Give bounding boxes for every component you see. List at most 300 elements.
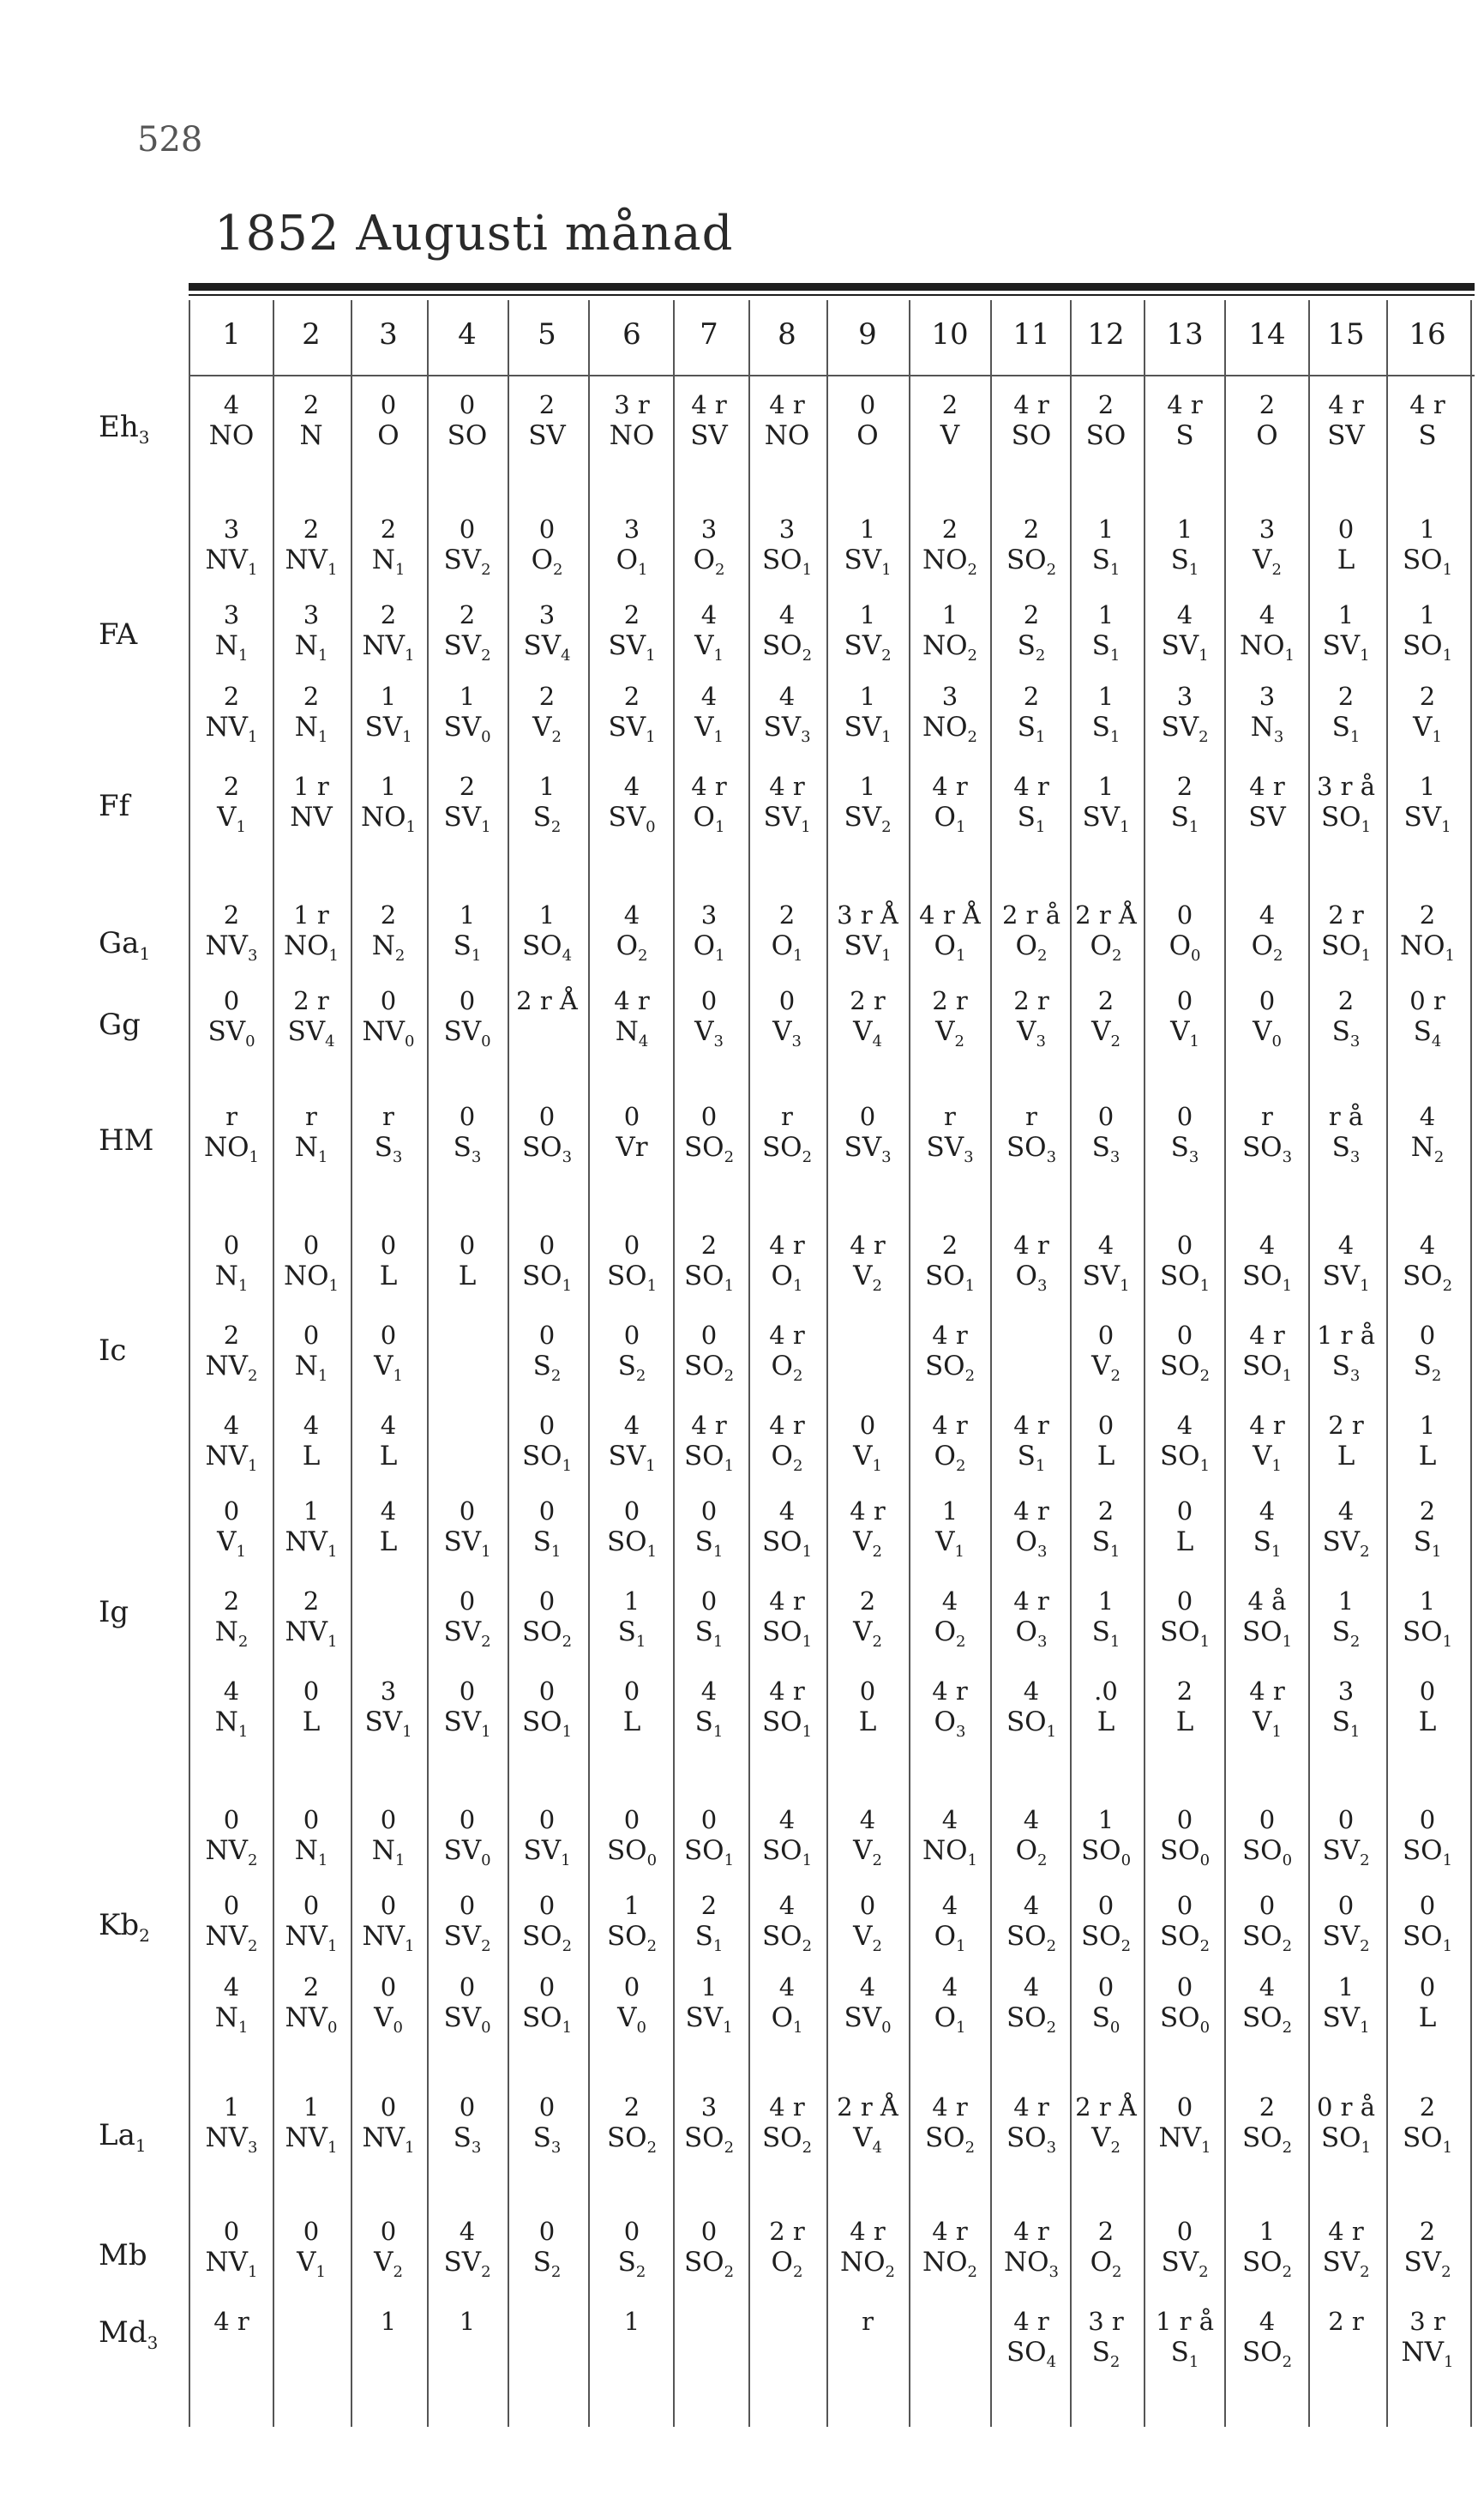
- cloud-value: 2: [1097, 1496, 1115, 1526]
- wind-value: $SO_1$: [1402, 1616, 1453, 1651]
- wind-value: $SO_3$: [1241, 1131, 1293, 1166]
- cloud-value: 2: [459, 772, 476, 801]
- observation-cell: [459, 1231, 477, 1292]
- wind-value: $V_2$: [853, 1616, 882, 1651]
- observation-cell: [363, 1891, 415, 1956]
- observation-cell: [765, 390, 810, 452]
- cloud-value: 0: [1097, 1411, 1115, 1440]
- wind-value: $S_1$: [1170, 544, 1199, 579]
- cloud-value: .0: [1094, 1676, 1118, 1706]
- cloud-value: 0: [459, 1676, 476, 1706]
- wind-value: $V_0$: [374, 2001, 403, 2037]
- cloud-value: 4 r: [769, 1321, 805, 1350]
- observation-cell: [1013, 772, 1049, 837]
- cloud-value: 1: [459, 900, 476, 930]
- cloud-value: 4 r: [850, 2217, 886, 2246]
- cloud-value: 0: [223, 1231, 240, 1260]
- wind-value: $NO_2$: [922, 711, 977, 746]
- observation-cell: [925, 2092, 975, 2158]
- observation-cell: [443, 682, 490, 747]
- observation-cell: [1176, 1676, 1194, 1738]
- observation-cell: [443, 1972, 490, 2037]
- observation-cell: [533, 2092, 562, 2158]
- observation-cell: [1403, 1586, 1452, 1652]
- column-divider: [673, 300, 675, 2427]
- cloud-value: 2: [700, 1891, 718, 1920]
- observation-cell: [684, 1321, 734, 1386]
- cloud-value: 4 r: [850, 1231, 886, 1260]
- wind-value: $O_3$: [1015, 1260, 1048, 1295]
- wind-value: $SV_3$: [926, 1131, 974, 1166]
- cloud-value: 1: [1259, 2217, 1276, 2246]
- cloud-value: 4: [941, 1891, 958, 1920]
- wind-value: $SV_2$: [443, 629, 491, 665]
- observation-cell: [285, 2092, 338, 2158]
- cloud-value: 1: [700, 1972, 718, 2001]
- cloud-value: 4: [1259, 600, 1276, 629]
- cloud-value: 0: [859, 390, 876, 419]
- observation-cell: [684, 1805, 734, 1870]
- observation-cell: [772, 986, 802, 1051]
- wind-value: $SV_1$: [1082, 801, 1130, 836]
- observation-cell: [616, 900, 648, 966]
- observation-cell: [607, 1231, 657, 1296]
- observation-cell: [375, 1102, 403, 1167]
- wind-value: $V_2$: [853, 1260, 882, 1295]
- observation-cell: [1248, 772, 1286, 834]
- cloud-value: 2: [223, 1321, 240, 1350]
- wind-value: L: [379, 1260, 398, 1291]
- wind-value: $SO_3$: [1006, 1131, 1057, 1166]
- cloud-value: 0: [459, 986, 476, 1015]
- wind-value: [381, 2337, 396, 2369]
- observation-cell: [762, 1676, 812, 1742]
- cloud-value: 4: [1419, 1231, 1436, 1260]
- top-rule: [189, 283, 1475, 291]
- wind-value: $S_1$: [694, 1616, 724, 1651]
- wind-value: $S_1$: [1331, 1706, 1361, 1741]
- cloud-value: 2: [1419, 900, 1436, 930]
- cloud-value: 0: [1419, 1321, 1436, 1350]
- wind-value: $V_1$: [853, 1440, 882, 1475]
- cloud-value: 0: [538, 1231, 556, 1260]
- observation-cell: [1403, 1805, 1452, 1870]
- observation-cell: [1092, 1586, 1121, 1652]
- cloud-value: 1: [1337, 1586, 1355, 1616]
- wind-value: $SV_2$: [443, 2246, 491, 2281]
- wind-value: L: [622, 1706, 641, 1737]
- observation-cell: [1242, 1805, 1292, 1870]
- cloud-value: 3: [700, 900, 718, 930]
- observation-cell: [374, 1972, 403, 2037]
- cloud-value: 0: [223, 1496, 240, 1526]
- observation-cell: [1242, 2092, 1292, 2158]
- wind-value: $S_1$: [694, 1920, 724, 1955]
- wind-value: $S_1$: [617, 1616, 646, 1651]
- cloud-value: 2: [1176, 772, 1193, 801]
- wind-value: $V_2$: [853, 1920, 882, 1955]
- observation-cell: [763, 772, 810, 837]
- cloud-value: 4: [1259, 1972, 1276, 2001]
- observation-cell: [1160, 1411, 1210, 1476]
- cloud-value: 0: [1419, 1805, 1436, 1834]
- wind-value: $S_1$: [1091, 544, 1121, 579]
- wind-value: $NV_1$: [285, 1616, 338, 1651]
- wind-value: $V_1$: [1253, 1706, 1282, 1741]
- observation-cell: [303, 1411, 321, 1472]
- wind-value: $SO_2$: [761, 629, 813, 665]
- wind-value: $SO_0$: [1080, 1834, 1132, 1869]
- cloud-value: 3: [1337, 1676, 1355, 1706]
- column-divider: [508, 300, 509, 2427]
- observation-cell: [209, 390, 255, 452]
- observation-cell: [614, 986, 650, 1051]
- wind-value: SO: [1011, 419, 1052, 451]
- cloud-value: 2: [1337, 986, 1355, 1015]
- observation-cell: [763, 682, 810, 747]
- observation-cell: [1256, 390, 1277, 452]
- wind-value: $SV_1$: [443, 1706, 491, 1741]
- observation-cell: [694, 682, 724, 747]
- observation-cell: [443, 1586, 490, 1652]
- observation-cell: [844, 1972, 891, 2037]
- cloud-value: 2: [859, 1586, 876, 1616]
- station-name: Ic: [99, 1333, 127, 1368]
- cloud-value: 4 r: [1409, 390, 1445, 419]
- wind-value: $NO_1$: [1400, 930, 1455, 965]
- wind-value: $SO_1$: [1241, 1350, 1293, 1385]
- wind-value: $SV_0$: [608, 801, 656, 836]
- observation-cell: [934, 1972, 966, 2037]
- day-header: 1: [222, 317, 241, 352]
- observation-cell: [285, 1496, 338, 1562]
- wind-value: $NO_1$: [284, 1260, 339, 1295]
- wind-value: $NO_1$: [1240, 629, 1295, 665]
- observation-cell: [1081, 1805, 1131, 1870]
- station-label: [99, 1908, 150, 1946]
- cloud-value: 4: [700, 1676, 718, 1706]
- column-divider: [1144, 300, 1145, 2427]
- observation-cell: [533, 1496, 562, 1562]
- wind-value: $SO_2$: [683, 1350, 735, 1385]
- wind-value: $S_1$: [532, 1526, 562, 1561]
- observation-cell: [1403, 772, 1451, 837]
- observation-cell: [610, 390, 655, 452]
- cloud-value: 0: [623, 1231, 640, 1260]
- day-header: 3: [379, 317, 398, 352]
- cloud-value: 0: [1097, 1321, 1115, 1350]
- observation-cell: [206, 682, 258, 747]
- cloud-value: 3: [700, 515, 718, 544]
- station-label: [99, 2238, 147, 2272]
- cloud-value: 0: [859, 1676, 876, 1706]
- cloud-value: 0: [459, 2092, 476, 2122]
- cloud-value: 3 r: [1088, 2307, 1124, 2336]
- observation-cell: [206, 1805, 258, 1870]
- cloud-value: 4 å: [1247, 1586, 1287, 1616]
- wind-value: $N_1$: [294, 1350, 328, 1385]
- wind-value: $SO_2$: [1159, 1350, 1211, 1385]
- observation-cell: [684, 2217, 734, 2282]
- cloud-value: 2: [700, 1231, 718, 1260]
- observation-cell: [1402, 2307, 1454, 2372]
- cloud-value: 0: [303, 1321, 320, 1350]
- wind-value: $SV_1$: [1322, 2001, 1370, 2037]
- cloud-value: 4: [1023, 1676, 1040, 1706]
- cloud-value: 4: [623, 900, 640, 930]
- station-subscript: 1: [139, 942, 151, 964]
- observation-cell: [1321, 900, 1371, 966]
- cloud-value: 0: [538, 1586, 556, 1616]
- cloud-value: 3 r: [1409, 2307, 1445, 2336]
- observation-cell: [1242, 1102, 1292, 1167]
- cloud-value: 2: [1419, 1496, 1436, 1526]
- station-subscript: 3: [147, 2332, 159, 2353]
- wind-value: $N_1$: [214, 1706, 249, 1741]
- observation-cell: [206, 900, 258, 966]
- observation-cell: [940, 390, 959, 452]
- cloud-value: 4 r: [1013, 2307, 1049, 2336]
- cloud-value: 4 r: [1013, 2217, 1049, 2246]
- station-label: [99, 617, 137, 652]
- cloud-value: 0: [623, 1805, 640, 1834]
- cloud-value: 1: [1097, 515, 1115, 544]
- cloud-value: 4 r: [1328, 2217, 1364, 2246]
- cloud-value: 0: [303, 1891, 320, 1920]
- wind-value: $O_2$: [934, 1616, 966, 1651]
- cloud-value: 0: [1176, 986, 1193, 1015]
- wind-value: $SV_2$: [1322, 2246, 1370, 2281]
- day-header: 15: [1327, 317, 1365, 352]
- station-name: FA: [99, 617, 138, 652]
- observation-cell: [1242, 1972, 1292, 2037]
- cloud-value: 4: [1419, 1102, 1436, 1131]
- wind-value: $V_2$: [532, 711, 562, 746]
- wind-value: $SV_1$: [608, 1440, 656, 1475]
- cloud-value: 4: [1259, 1496, 1276, 1526]
- station-name: Eh: [99, 410, 139, 444]
- observation-cell: [623, 1676, 641, 1738]
- wind-value: L: [379, 1526, 398, 1557]
- wind-value: $O_2$: [934, 1440, 966, 1475]
- wind-value: $V_4$: [853, 2122, 882, 2157]
- wind-value: $S_1$: [1091, 1526, 1121, 1561]
- observation-cell: [853, 1891, 882, 1956]
- wind-value: $V_2$: [853, 1834, 882, 1869]
- wind-value: $S_1$: [1091, 711, 1121, 746]
- observation-cell: [443, 1805, 490, 1870]
- cloud-value: 0: [459, 1102, 476, 1131]
- wind-value: $SV_1$: [844, 930, 892, 965]
- cloud-value: 0: [538, 1411, 556, 1440]
- observation-cell: [1253, 515, 1282, 580]
- cloud-value: 4 r: [691, 772, 727, 801]
- cloud-value: 0: [303, 1805, 320, 1834]
- wind-value: $SV_4$: [287, 1015, 335, 1050]
- cloud-value: 4: [1337, 1231, 1355, 1260]
- cloud-value: 2: [623, 600, 640, 629]
- wind-value: $SO_2$: [521, 1920, 573, 1955]
- cloud-value: 0: [1176, 1102, 1193, 1131]
- station-label: [99, 926, 150, 964]
- observation-cell: [295, 682, 328, 747]
- wind-value: S: [1418, 419, 1437, 451]
- cloud-value: 0: [700, 1102, 718, 1131]
- observation-cell: [1013, 1411, 1049, 1476]
- cloud-value: 2: [223, 682, 240, 711]
- cloud-value: 2: [223, 900, 240, 930]
- observation-cell: [624, 2307, 640, 2369]
- cloud-value: 1: [1419, 515, 1436, 544]
- observation-cell: [533, 772, 562, 837]
- wind-value: $S_1$: [1017, 1440, 1046, 1475]
- cloud-value: 1: [1097, 600, 1115, 629]
- observation-cell: [454, 1102, 482, 1167]
- cloud-value: 0: [1337, 1805, 1355, 1834]
- wind-value: $V_3$: [1017, 1015, 1046, 1050]
- cloud-value: 1 r: [293, 900, 329, 930]
- station-subscript: 1: [135, 2134, 147, 2156]
- wind-value: $O_1$: [693, 930, 725, 965]
- wind-value: $S_1$: [694, 1526, 724, 1561]
- cloud-value: 1: [1337, 1972, 1355, 2001]
- observation-cell: [684, 1231, 734, 1296]
- column-divider: [990, 300, 992, 2427]
- observation-cell: [695, 1676, 724, 1742]
- observation-cell: [1242, 1586, 1292, 1652]
- wind-value: $SO_1$: [521, 2001, 573, 2037]
- observation-cell: [443, 2217, 490, 2282]
- wind-value: $SO_1$: [761, 1834, 813, 1869]
- wind-value: $SO_2$: [606, 1920, 658, 1955]
- cloud-value: 4: [700, 600, 718, 629]
- observation-cell: [1317, 2092, 1375, 2158]
- cloud-value: 0: [380, 2092, 397, 2122]
- observation-cell: [290, 772, 333, 834]
- wind-value: SV: [1248, 801, 1286, 833]
- column-divider: [427, 300, 429, 2427]
- wind-value: $SO_2$: [761, 1920, 813, 1955]
- observation-cell: [690, 390, 728, 452]
- wind-value: $SV_1$: [608, 711, 656, 746]
- observation-cell: [1253, 1496, 1282, 1562]
- wind-value: $SO_1$: [1159, 1616, 1211, 1651]
- observation-cell: [1242, 1891, 1292, 1956]
- wind-value: $SV_1$: [1403, 801, 1451, 836]
- observation-cell: [694, 515, 725, 580]
- wind-value: $V_1$: [1413, 711, 1442, 746]
- cloud-value: 1: [859, 772, 876, 801]
- wind-value: $N_1$: [214, 629, 249, 665]
- cloud-value: 0: [459, 1231, 476, 1260]
- observation-cell: [204, 1102, 259, 1167]
- cloud-value: 1: [380, 2307, 397, 2336]
- observation-cell: [925, 1321, 975, 1386]
- station-name: Ig: [99, 1595, 129, 1629]
- observation-cell: [1171, 772, 1199, 837]
- cloud-value: 0: [700, 2217, 718, 2246]
- cloud-value: 4 r: [850, 1496, 886, 1526]
- observation-cell: [1016, 1805, 1048, 1870]
- observation-cell: [1170, 986, 1199, 1051]
- observation-cell: [616, 1102, 647, 1164]
- cloud-value: 4: [1259, 900, 1276, 930]
- wind-value: SV: [1327, 419, 1365, 451]
- cloud-value: 3 r: [614, 390, 650, 419]
- wind-value: $SV_3$: [844, 1131, 892, 1166]
- cloud-value: 2: [1259, 2092, 1276, 2122]
- observation-cell: [762, 1102, 812, 1167]
- cloud-value: 1: [1337, 600, 1355, 629]
- cloud-value: 4: [778, 1805, 796, 1834]
- cloud-value: 4: [941, 1972, 958, 2001]
- cloud-value: 2: [941, 390, 958, 419]
- observation-cell: [443, 1891, 490, 1956]
- wind-value: $SO_1$: [1402, 2122, 1453, 2157]
- wind-value: $SV_1$: [364, 711, 412, 746]
- cloud-value: 2 r Å: [516, 986, 578, 1015]
- cloud-value: 2: [1097, 390, 1115, 419]
- cloud-value: 0: [459, 515, 476, 544]
- wind-value: $V_2$: [374, 2246, 403, 2281]
- wind-value: $O_3$: [1015, 1526, 1048, 1561]
- observation-cell: [1332, 986, 1361, 1051]
- wind-value: $N_1$: [371, 544, 406, 579]
- wind-value: $S_3$: [532, 2122, 562, 2157]
- station-name: Ga: [99, 926, 140, 960]
- observation-cell: [287, 986, 334, 1051]
- cloud-value: 0: [1176, 1972, 1193, 2001]
- station-label: [99, 2118, 147, 2156]
- wind-value: $SO_2$: [1006, 1920, 1057, 1955]
- cloud-value: 4 r: [1328, 390, 1364, 419]
- wind-value: $SO_2$: [1402, 1260, 1453, 1295]
- wind-value: $V_2$: [853, 1526, 882, 1561]
- observation-cell: [1328, 1411, 1364, 1472]
- wind-value: $N_4$: [615, 1015, 649, 1050]
- observation-cell: [1012, 390, 1052, 452]
- wind-value: $V_1$: [694, 711, 724, 746]
- wind-value: $V_1$: [694, 629, 724, 665]
- cloud-value: 4: [778, 1972, 796, 2001]
- cloud-value: 2: [1337, 682, 1355, 711]
- wind-value: $SO_2$: [761, 1131, 813, 1166]
- wind-value: $SO_2$: [924, 2122, 976, 2157]
- observation-cell: [215, 1676, 249, 1742]
- observation-cell: [528, 390, 566, 452]
- cloud-value: 4 r: [691, 390, 727, 419]
- observation-cell: [460, 2307, 475, 2369]
- cloud-value: 3: [1259, 682, 1276, 711]
- observation-cell: [1160, 1586, 1210, 1652]
- observation-cell: [1090, 2217, 1122, 2282]
- observation-cell: [935, 1496, 964, 1562]
- observation-cell: [1322, 1805, 1369, 1870]
- wind-value: $S_3$: [1331, 1350, 1361, 1385]
- wind-value: $SV_0$: [207, 1015, 255, 1050]
- wind-value: $O_2$: [771, 2246, 803, 2281]
- column-divider: [1070, 300, 1072, 2427]
- cloud-value: 0: [859, 1891, 876, 1920]
- cloud-value: 2 r: [769, 2217, 805, 2246]
- observation-cell: [364, 682, 412, 747]
- wind-value: $N_2$: [214, 1616, 249, 1651]
- observation-cell: [361, 772, 416, 837]
- wind-value: $S_1$: [1091, 1616, 1121, 1651]
- cloud-value: 4: [941, 1586, 958, 1616]
- wind-value: $SV_2$: [1161, 2246, 1209, 2281]
- observation-cell: [1082, 772, 1129, 837]
